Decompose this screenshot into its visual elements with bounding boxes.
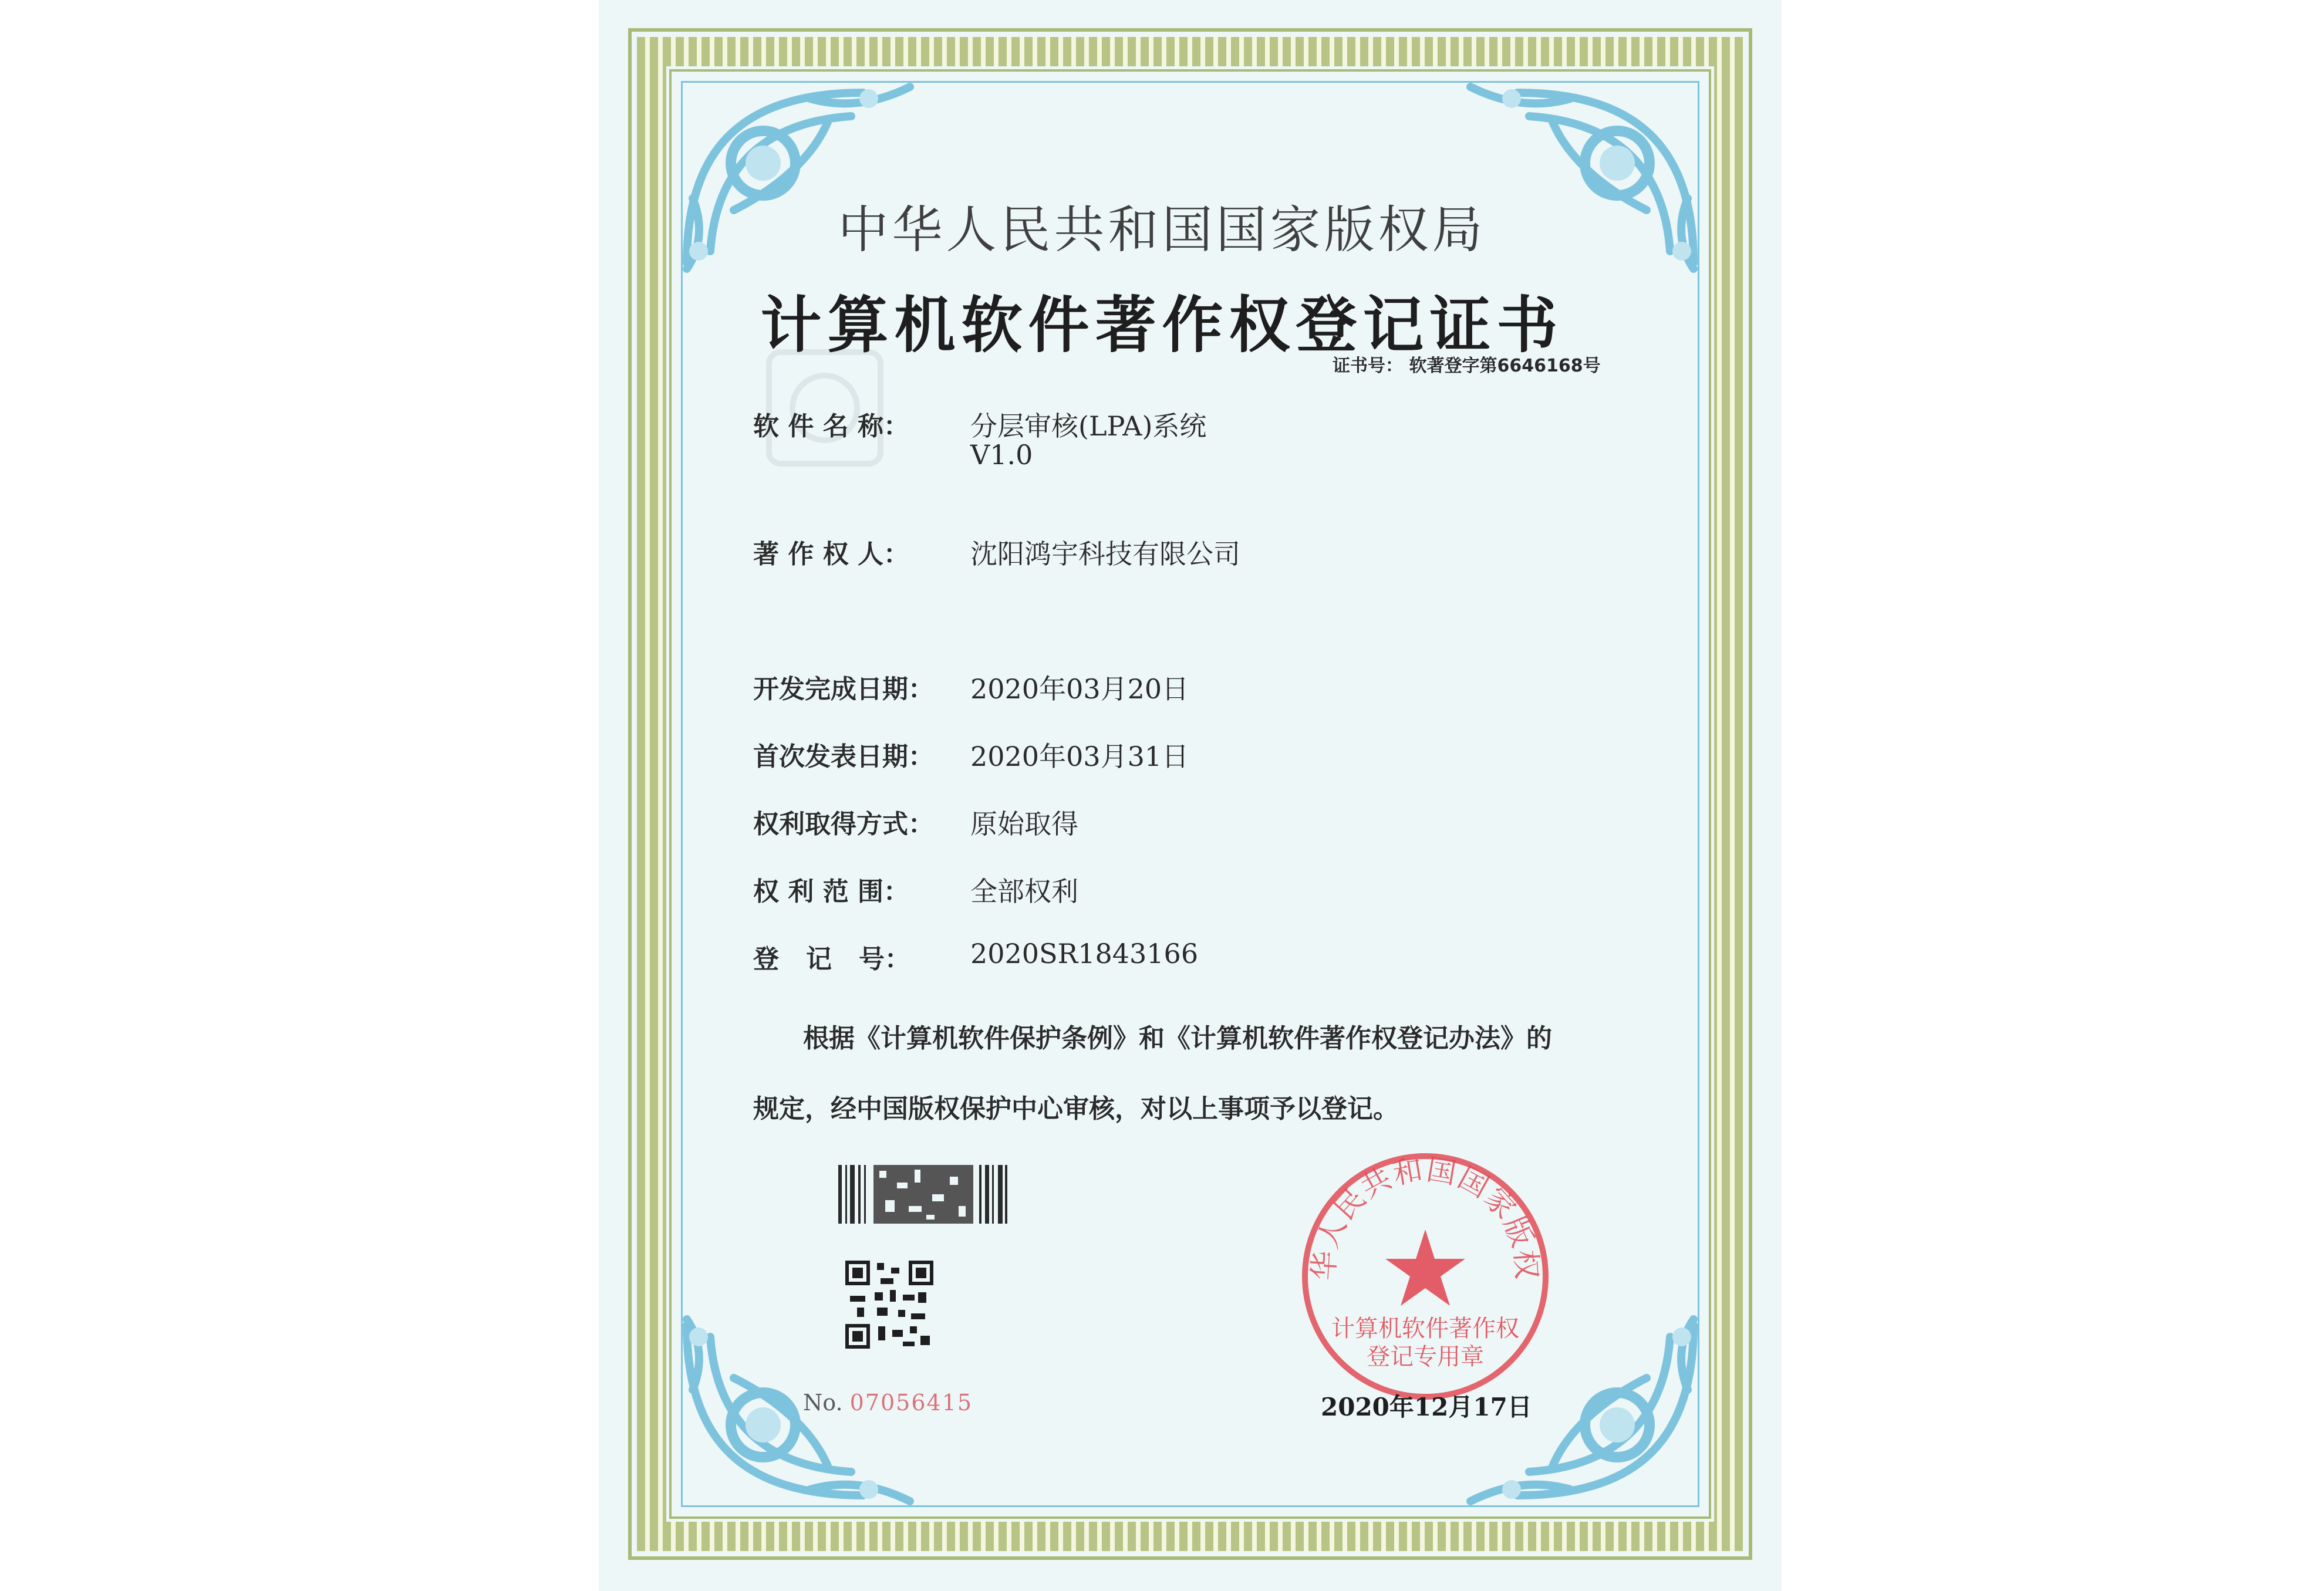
barcode-icon bbox=[838, 1165, 1007, 1224]
seal-line-1: 计算机软件著作权 bbox=[1331, 1315, 1519, 1342]
serial-prefix: No. bbox=[803, 1390, 843, 1416]
field-value: 原始取得 bbox=[970, 808, 1078, 840]
field-value: 2020SR1843166 bbox=[970, 938, 1199, 970]
issuing-authority: 中华人民共和国国家版权局 bbox=[838, 201, 1486, 259]
field-label: 权 利 范 围： bbox=[753, 877, 909, 907]
field-value: 分层审核(LPA)系统 bbox=[970, 410, 1207, 442]
field-label: 登 记 号： bbox=[753, 944, 910, 974]
field-label: 权利取得方式： bbox=[753, 809, 934, 839]
official-seal-stamp bbox=[1296, 1147, 1554, 1406]
field-value-version: V1.0 bbox=[970, 439, 1033, 471]
field-value: 2020年03月20日 bbox=[970, 673, 1189, 705]
statement-line-1: 根据《计算机软件保护条例》和《计算机软件著作权登记办法》的 bbox=[803, 1023, 1552, 1053]
field-value: 2020年03月31日 bbox=[970, 741, 1189, 772]
field-label: 开发完成日期： bbox=[753, 674, 934, 704]
certificate-number-value: 软著登字第6646168号 bbox=[1409, 356, 1601, 376]
serial-number bbox=[803, 1390, 973, 1416]
seal-line-2: 登记专用章 bbox=[1367, 1343, 1484, 1370]
statement-line-2: 规定，经中国版权保护中心审核，对以上事项予以登记。 bbox=[753, 1094, 1399, 1124]
certificate-title: 计算机软件著作权登记证书 bbox=[760, 289, 1564, 361]
field-label: 首次发表日期： bbox=[753, 742, 934, 772]
certificate-number-label: 证书号： bbox=[1333, 356, 1403, 376]
issue-date: 2020年12月17日 bbox=[1321, 1393, 1532, 1421]
field-label: 软 件 名 称： bbox=[753, 411, 909, 441]
field-label: 著 作 权 人： bbox=[753, 539, 909, 569]
field-value: 全部权利 bbox=[970, 876, 1078, 907]
qr-code-icon bbox=[845, 1261, 933, 1349]
field-value: 沈阳鸿宇科技有限公司 bbox=[970, 538, 1240, 570]
seal-ring-text: 华人民共和国国家版权 bbox=[1306, 1152, 1544, 1282]
certificate-number bbox=[1333, 351, 1601, 377]
serial-value: 07056415 bbox=[849, 1390, 973, 1416]
